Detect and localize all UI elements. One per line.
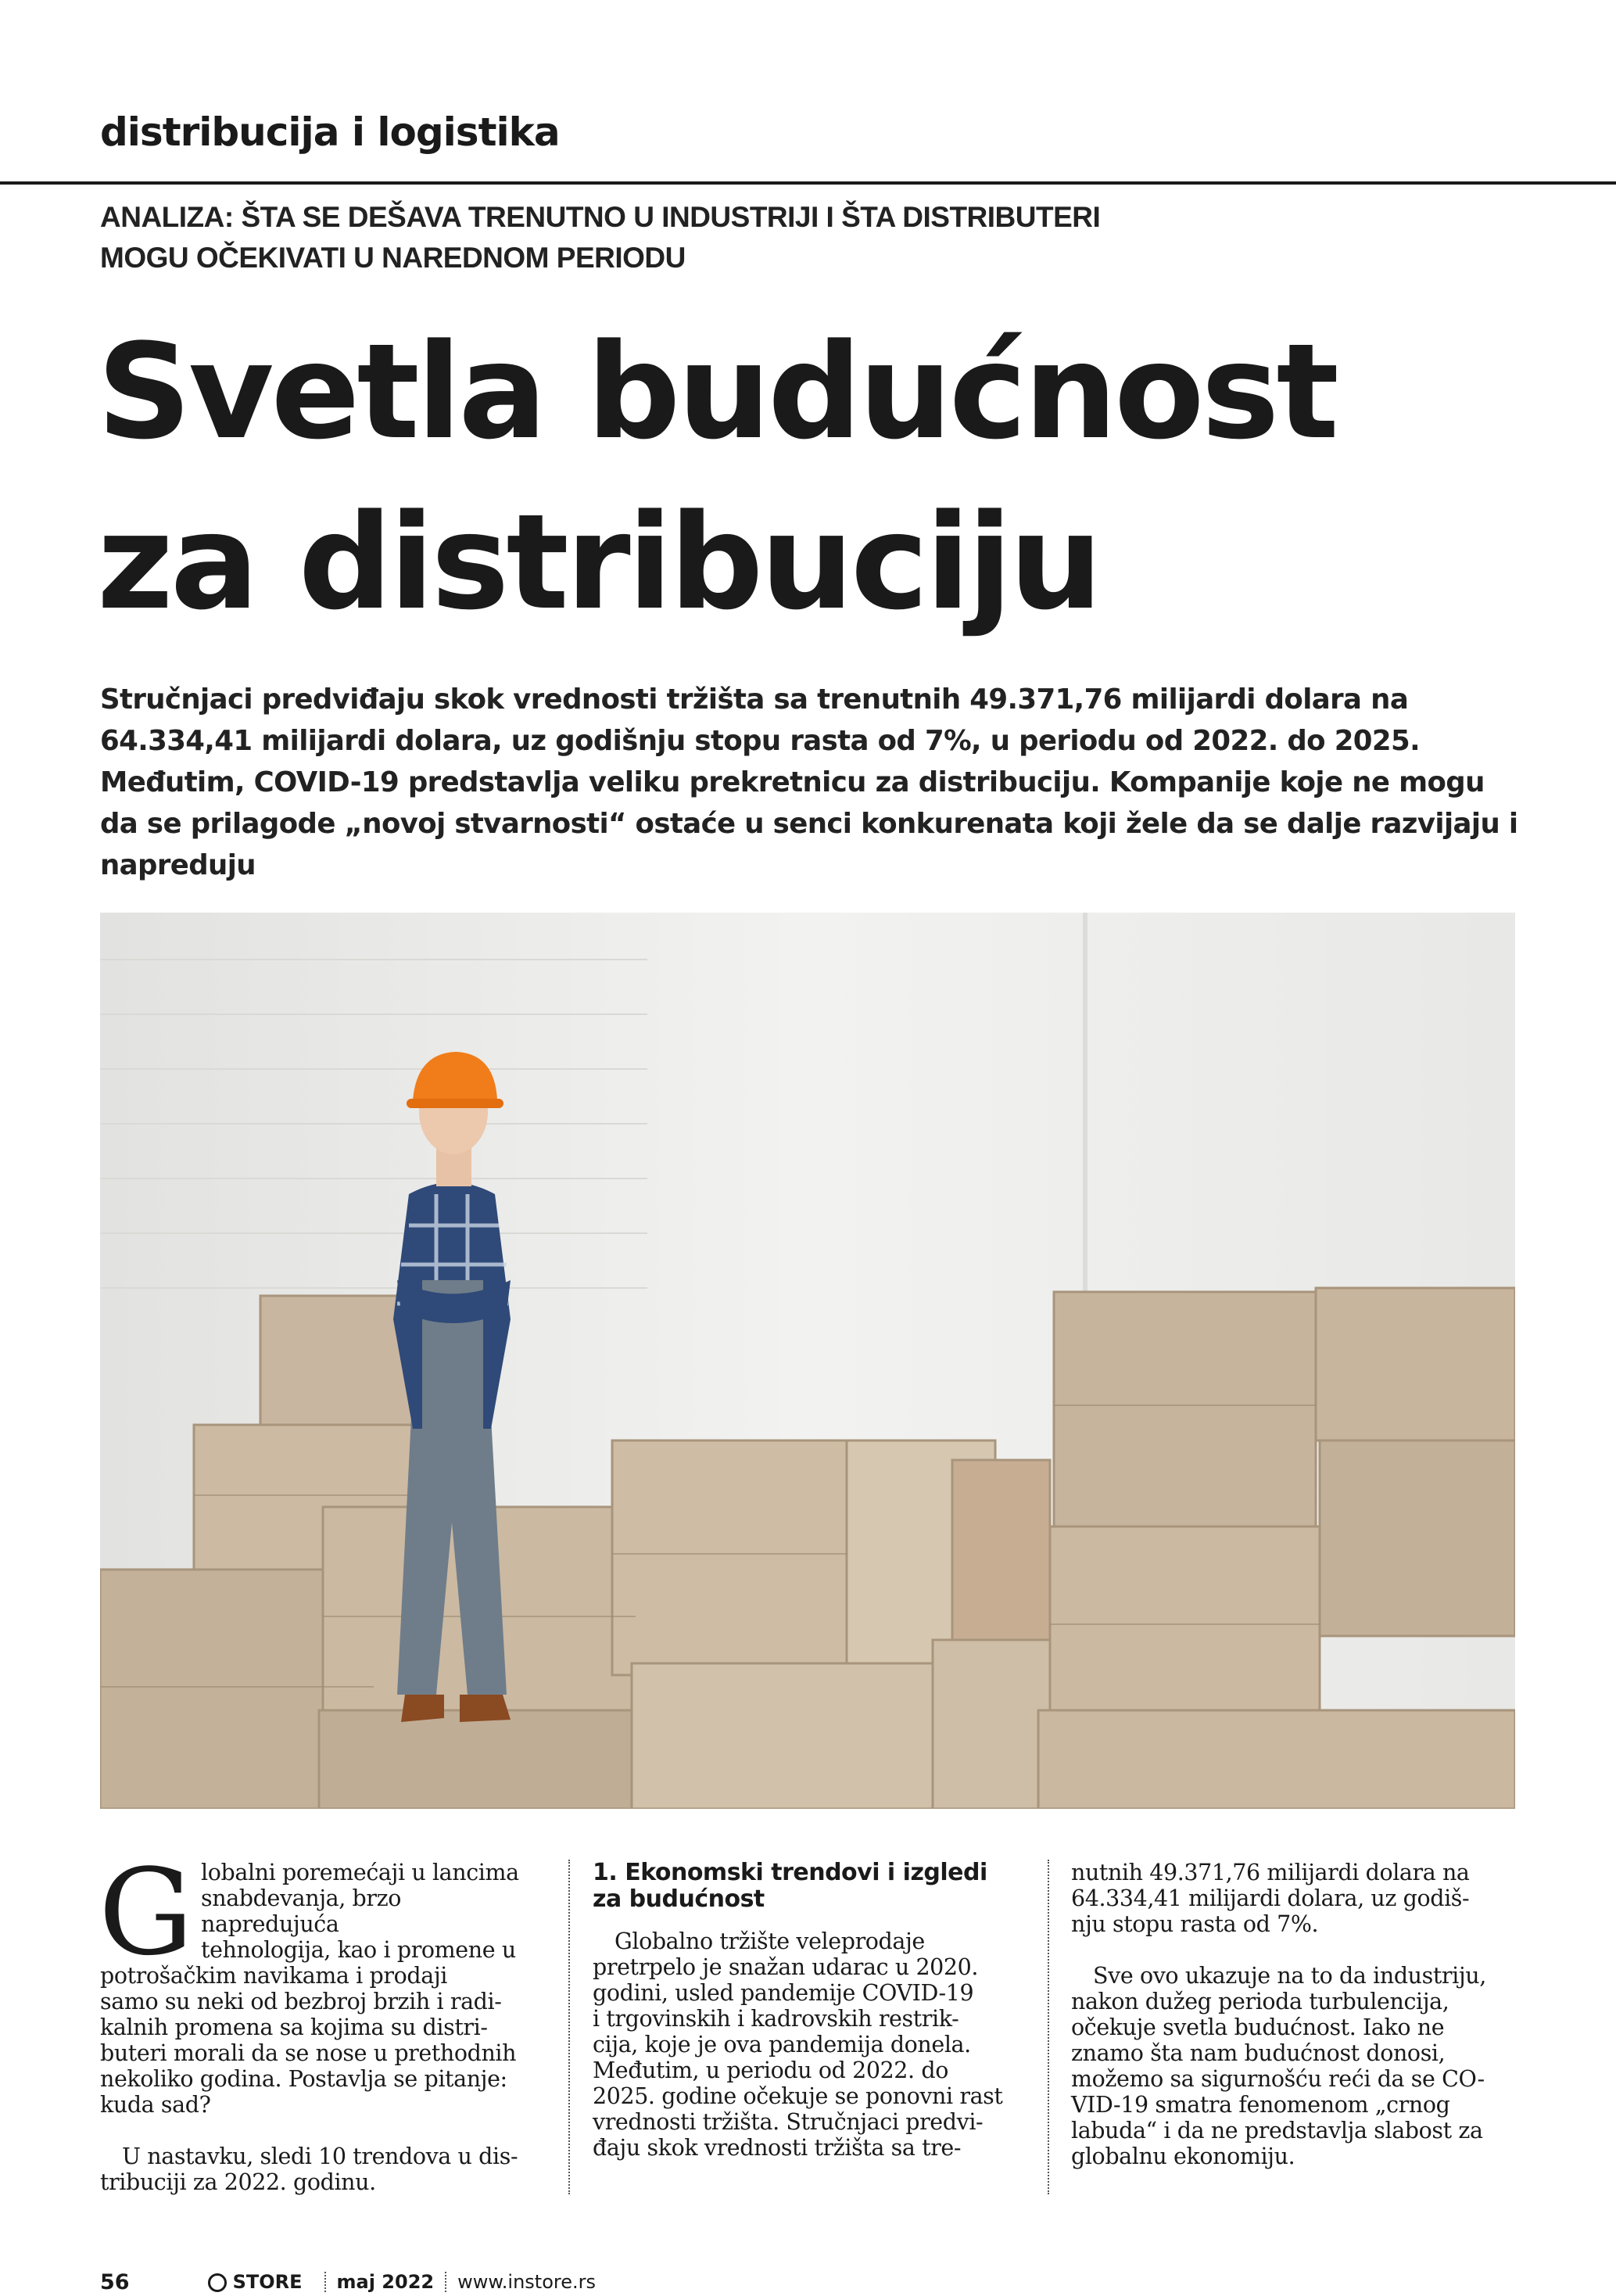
text-line: buteri morali da se nose u prethodnih <box>100 2040 517 2066</box>
lead-paragraph: Stručnjaci predviđaju skok vrednosti tržišta sa trenutnih 49.371,76 milijardi dolara na 64.334,41 milijardi dolara, uz godišnju stopu rasta od 7%, u periodu od 2022. do 2025. Međutim, COVID-19 predstavlja veliku prekretnicu za distribuciju. Kompanije koje ne mogu da se prilagode „novoj stvarnosti“ ostaće u senci konkurenata koji žele da se dalje razvijaju i napreduju <box>100 683 1518 881</box>
text-line: kalnih promena sa kojima su distri- <box>100 2014 488 2040</box>
brand-name: STORE <box>232 2271 303 2293</box>
subheading <box>593 1860 1030 1913</box>
text-line: nakon dužeg perioda turbulencija, <box>1071 1989 1449 2014</box>
text-line: 2025. godine očekuje se ponovni rast <box>593 2083 1003 2109</box>
paragraph <box>100 2144 538 2195</box>
footer-divider <box>445 2272 446 2292</box>
paragraph <box>1071 1963 1509 2169</box>
headline-line: za distribuciju <box>97 486 1100 639</box>
drop-cap: G <box>99 1843 194 1982</box>
body-column-2 <box>593 1860 1030 2161</box>
text-line: pretrpelo je snažan udarac u 2020. <box>593 1954 979 1980</box>
text-line: lobalni poremećaji u lancima <box>201 1860 519 1885</box>
text-line: Globalno tržište veleprodaje <box>615 1928 925 1954</box>
text-line: kuda sad? <box>100 2092 211 2118</box>
paragraph <box>593 1928 1030 2161</box>
text-line: nutnih 49.371,76 milijardi dolara na <box>1071 1860 1470 1885</box>
text-line: snabdevanja, brzo napredujuća <box>201 1885 401 1937</box>
text-line: VID-19 smatra fenomenom „crnog <box>1071 2092 1450 2118</box>
text-line: U nastavku, sledi 10 trendova u dis- <box>122 2144 518 2169</box>
warehouse-worker-illustration <box>100 913 1515 1809</box>
column-divider <box>568 1860 570 2194</box>
text-line: znamo šta nam budućnost donosi, <box>1071 2040 1446 2066</box>
text-line: očekuje svetla budućnost. Iako ne <box>1071 2014 1445 2040</box>
text-line: nekoliko godina. Postavlja se pitanje: <box>100 2066 507 2092</box>
headline <box>97 307 1543 648</box>
text-line: Sve ovo ukazuje na to da industriju, <box>1093 1963 1486 1989</box>
subheading-line: 1. Ekonomski trendovi i izgledi <box>593 1859 987 1886</box>
text-line: vrednosti tržišta. Stručnjaci predvi- <box>593 2109 984 2135</box>
article-photo <box>100 913 1515 1809</box>
website-link[interactable]: www.instore.rs <box>457 2271 597 2293</box>
text-line: labuda“ i da ne predstavlja slabost za <box>1071 2118 1483 2144</box>
text-line: nju stopu rasta od 7%. <box>1071 1911 1319 1937</box>
text-line: tribuciji za 2022. godinu. <box>100 2169 376 2195</box>
text-line: đaju skok vrednosti tržišta sa tre- <box>593 2135 962 2161</box>
text-line: samo su neki od bezbroj brzih i radi- <box>100 1989 502 2014</box>
paragraph <box>1071 1860 1509 1937</box>
section-label: distribucija i logistika <box>100 109 560 155</box>
page-number: 56 <box>100 2269 130 2294</box>
text-line: 64.334,41 milijardi dolara, uz godiš- <box>1071 1885 1470 1911</box>
kicker-line: ANALIZA: ŠTA SE DEŠAVA TRENUTNO U INDUSTRIJI I ŠTA DISTRIBUTERI <box>100 201 1101 233</box>
text-line: tehnologija, kao i promene u <box>201 1937 516 1963</box>
page-footer <box>100 2268 596 2296</box>
text-line: i trgovinskih i kadrovskih restrik- <box>593 2006 959 2032</box>
kicker-line: MOGU OČEKIVATI U NAREDNOM PERIODU <box>100 242 686 274</box>
text-line: Međutim, u periodu od 2022. do <box>593 2057 948 2083</box>
subheading-line: za budućnost <box>593 1885 765 1913</box>
text-line: možemo sa sigurnošću reći da se CO- <box>1071 2066 1485 2092</box>
text-line: globalnu ekonomiju. <box>1071 2144 1295 2169</box>
section-divider <box>0 181 1616 185</box>
headline-line: Svetla budućnost <box>97 315 1336 468</box>
issue-date: maj 2022 <box>336 2271 435 2293</box>
body-column-3 <box>1071 1860 1509 2169</box>
column-divider <box>1048 1860 1049 2194</box>
body-column-1 <box>99 1843 538 2195</box>
footer-divider <box>324 2272 326 2292</box>
kicker <box>100 197 1195 278</box>
text-line: potrošačkim navikama i prodaji <box>100 1963 447 1989</box>
text-line: cija, koje je ova pandemija donela. <box>593 2032 971 2057</box>
text-line: godini, usled pandemije COVID-19 <box>593 1980 974 2006</box>
instore-logo-icon <box>208 2273 227 2292</box>
